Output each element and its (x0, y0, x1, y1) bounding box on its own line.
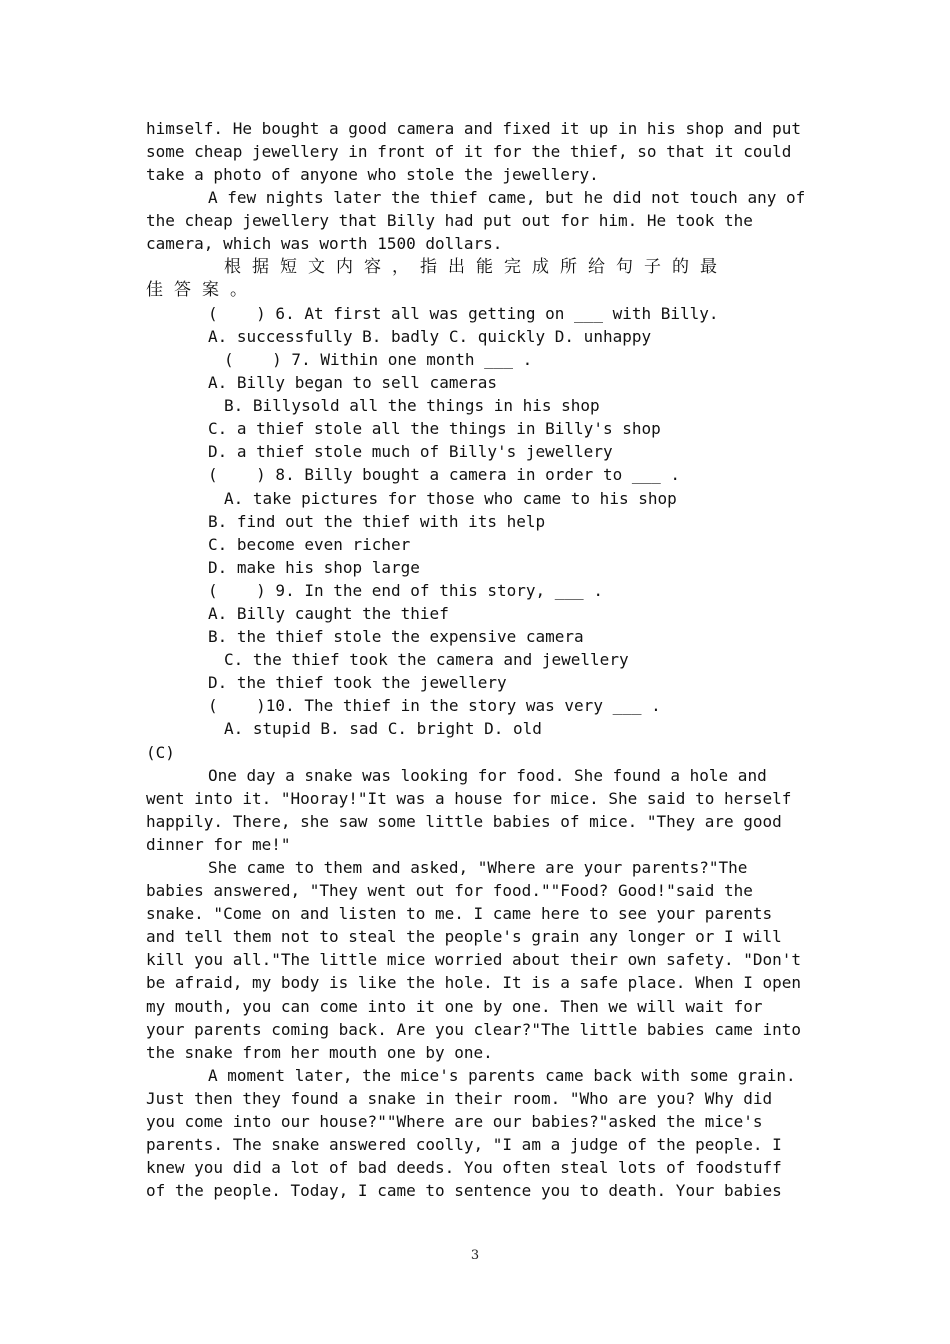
question-9: ( ) 9. In the end of this story, ___ . (208, 580, 603, 600)
text-line: knew you did a lot of bad deeds. You often steal lots of foodstuff (146, 1158, 782, 1178)
question-9-option-d: D. the thief took the jewellery (208, 673, 507, 693)
text-line: of the people. Today, I came to sentence you to death. Your babies (146, 1181, 782, 1201)
text-line: happily. There, she saw some little babies of mice. "They are good (146, 811, 782, 831)
instruction-line: 根据短文内容，指出能完成所给句子的最 (224, 256, 728, 277)
paragraph-start: A few nights later the thief came, but he did not touch any of (208, 188, 806, 208)
text-line: take a photo of anyone who stole the jewellery. (146, 165, 599, 185)
page-body (146, 117, 806, 1202)
question-7-option-d: D. a thief stole much of Billy's jewellery (208, 442, 613, 462)
question-9-option-b: B. the thief stole the expensive camera (208, 627, 584, 647)
text-line: be afraid, my body is like the hole. It is a safe place. When I open (146, 973, 802, 993)
question-6-options: A. successfully B. badly C. quickly D. unhappy (208, 326, 652, 346)
question-8-option-d: D. make his shop large (208, 557, 420, 577)
text-line: went into it. "Hooray!"It was a house for mice. She said to herself (146, 788, 792, 808)
text-line: Just then they found a snake in their room. "Who are you? Why did (146, 1088, 773, 1108)
text-line: parents. The snake answered coolly, "I am a judge of the people. I (146, 1135, 782, 1155)
question-8: ( ) 8. Billy bought a camera in order to ___ . (208, 465, 681, 485)
text-line: some cheap jewellery in front of it for the thief, so that it could (146, 142, 792, 162)
question-8-option-b: B. find out the thief with its help (208, 511, 546, 531)
paragraph-start: One day a snake was looking for food. She found a hole and (208, 765, 767, 785)
paragraph-start: She came to them and asked, "Where are your parents?"The (208, 858, 748, 877)
question-8-option-a: A. take pictures for those who came to his shop (224, 488, 677, 508)
paragraph-start: A moment later, the mice's parents came back with some grain. (208, 1065, 796, 1085)
text-line: and tell them not to steal the people's grain any longer or I will (146, 927, 782, 947)
question-6: ( ) 6. At first all was getting on ___ with Billy. (208, 303, 719, 323)
question-7-option-a: A. Billy began to sell cameras (208, 373, 497, 393)
text-line: camera, which was worth 1500 dollars. (146, 234, 503, 254)
text-line: himself. He bought a good camera and fixed it up in his shop and put (146, 119, 802, 138)
question-10: ( )10. The thief in the story was very ___ . (208, 696, 661, 716)
text-line: you come into our house?""Where are our babies?"asked the mice's (146, 1112, 763, 1132)
instruction-line: 佳答案。 (146, 279, 258, 300)
text-line: the cheap jewellery that Billy had put out for him. He took the (146, 211, 753, 231)
question-9-option-a: A. Billy caught the thief (208, 603, 449, 623)
text-line: snake. "Come on and listen to me. I came here to see your parents (146, 904, 773, 924)
text-line: babies answered, "They went out for food.""Food? Good!"said the (146, 881, 753, 901)
text-line: your parents coming back. Are you clear?"The little babies came into (146, 1019, 802, 1039)
question-7: ( ) 7. Within one month ___ . (224, 349, 533, 369)
question-9-option-c: C. the thief took the camera and jewellery (224, 650, 629, 670)
page-number: 3 (470, 1248, 480, 1263)
text-line: the snake from her mouth one by one. (146, 1042, 493, 1062)
text-line: kill you all."The little mice worried about their own safety. "Don't (146, 950, 802, 970)
text-line: dinner for me!" (146, 834, 291, 854)
question-7-option-b: B. Billysold all the things in his shop (224, 396, 600, 416)
text-line: my mouth, you can come into it one by one. Then we will wait for (146, 996, 763, 1016)
question-8-option-c: C. become even richer (208, 534, 411, 554)
question-7-option-c: C. a thief stole all the things in Billy's shop (208, 419, 661, 439)
question-10-options: A. stupid B. sad C. bright D. old (224, 719, 542, 739)
section-label: (C) (146, 742, 175, 762)
